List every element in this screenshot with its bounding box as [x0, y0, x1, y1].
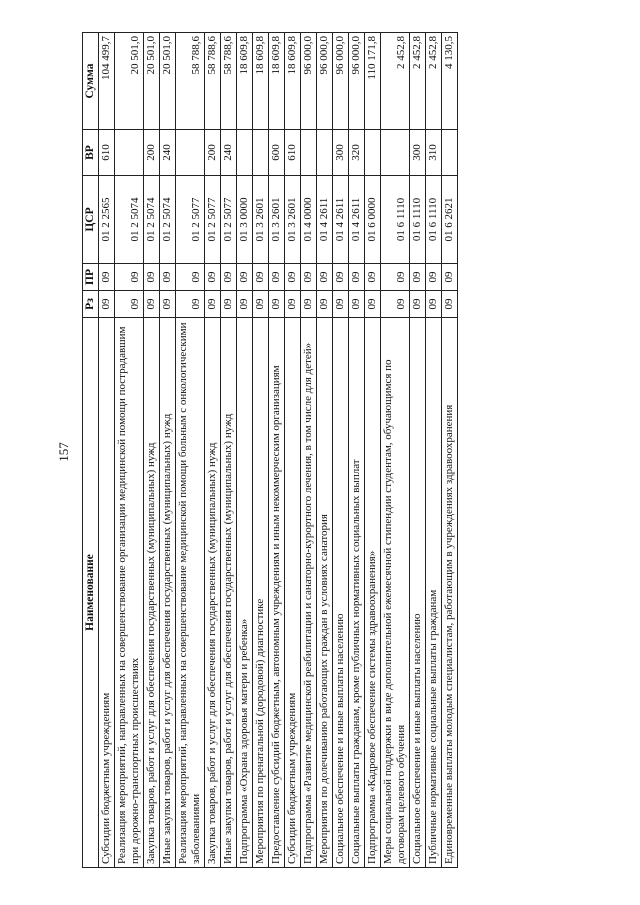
cell-sum: 96 000,0	[301, 33, 317, 130]
table-row	[301, 33, 317, 868]
cell-pr: 09	[205, 264, 221, 291]
cell-vr: 320	[349, 130, 365, 176]
cell-name: Реализация мероприятий, направленных на совершенствование организации медицинской помощи пострадавшим при дорожно-транспортных происшествиях	[115, 318, 144, 868]
cell-sum: 18 609,8	[253, 33, 269, 130]
table-row	[160, 33, 176, 868]
cell-vr: 200	[144, 130, 160, 176]
table-row	[442, 33, 458, 868]
table-row	[144, 33, 160, 868]
cell-pr: 09	[426, 264, 442, 291]
header-rz: Рз	[83, 291, 99, 318]
cell-sum: 96 000,0	[333, 33, 349, 130]
cell-sum: 4 130,5	[442, 33, 458, 130]
cell-sum: 96 000,0	[349, 33, 365, 130]
cell-sum: 58 788,6	[205, 33, 221, 130]
cell-pr: 09	[442, 264, 458, 291]
cell-sum: 110 171,8	[365, 33, 381, 130]
table-row	[333, 33, 349, 868]
table-body	[99, 33, 458, 868]
cell-sum: 58 788,6	[221, 33, 237, 130]
cell-pr: 09	[285, 264, 301, 291]
cell-sum: 20 501,0	[160, 33, 176, 130]
table-row	[115, 33, 144, 868]
cell-name: Единовременные выплаты молодым специалистам, работающим в учреждениях здравоохранения	[442, 318, 458, 868]
cell-csr: 01 4 0000	[301, 176, 317, 264]
budget-table	[82, 32, 458, 868]
cell-sum: 104 499,7	[99, 33, 115, 130]
cell-csr: 01 2 5074	[115, 176, 144, 264]
cell-pr: 09	[301, 264, 317, 291]
cell-csr: 01 4 2611	[349, 176, 365, 264]
cell-name: Социальные выплаты гражданам, кроме публичных нормативных социальных выплат	[349, 318, 365, 868]
cell-sum: 58 788,6	[176, 33, 205, 130]
header-sum: Сумма	[83, 33, 99, 130]
cell-name: Закупка товаров, работ и услуг для обеспечения государственных (муниципальных) нужд	[205, 318, 221, 868]
cell-name: Закупка товаров, работ и услуг для обеспечения государственных (муниципальных) нужд	[144, 318, 160, 868]
cell-vr	[442, 130, 458, 176]
cell-pr: 09	[349, 264, 365, 291]
cell-pr: 09	[253, 264, 269, 291]
cell-rz: 09	[426, 291, 442, 318]
cell-rz: 09	[237, 291, 253, 318]
cell-name: Иные закупки товаров, работ и услуг для обеспечения государственных (муниципальных) нужд	[160, 318, 176, 868]
table-row	[317, 33, 333, 868]
cell-name: Социальное обеспечение и иные выплаты населению	[333, 318, 349, 868]
cell-pr: 09	[160, 264, 176, 291]
cell-name: Подпрограмма «Охрана здоровья матери и ребенка»	[237, 318, 253, 868]
table-row	[269, 33, 285, 868]
table-row	[99, 33, 115, 868]
cell-pr: 09	[410, 264, 426, 291]
cell-name: Социальное обеспечение и иные выплаты населению	[410, 318, 426, 868]
cell-rz: 09	[410, 291, 426, 318]
cell-csr: 01 2 5077	[205, 176, 221, 264]
cell-vr	[115, 130, 144, 176]
cell-sum: 18 609,8	[285, 33, 301, 130]
table-row	[285, 33, 301, 868]
table-row	[253, 33, 269, 868]
cell-vr: 610	[99, 130, 115, 176]
cell-pr: 09	[365, 264, 381, 291]
header-pr: ПР	[83, 264, 99, 291]
cell-vr	[176, 130, 205, 176]
cell-sum: 96 000,0	[317, 33, 333, 130]
cell-pr: 09	[317, 264, 333, 291]
cell-sum: 2 452,8	[426, 33, 442, 130]
cell-rz: 09	[349, 291, 365, 318]
cell-sum: 18 609,8	[269, 33, 285, 130]
cell-rz: 09	[144, 291, 160, 318]
cell-csr: 01 2 5074	[160, 176, 176, 264]
cell-rz: 09	[221, 291, 237, 318]
cell-csr: 01 4 2611	[333, 176, 349, 264]
cell-sum: 20 501,0	[115, 33, 144, 130]
cell-rz: 09	[365, 291, 381, 318]
cell-name: Реализация мероприятий, направленных на совершенствование медицинской помощи больным с онкологическими заболеваниями	[176, 318, 205, 868]
cell-vr: 240	[221, 130, 237, 176]
table-header-row	[83, 33, 99, 868]
table-row	[176, 33, 205, 868]
table-row	[237, 33, 253, 868]
table-row	[381, 33, 410, 868]
cell-vr	[317, 130, 333, 176]
cell-name: Публичные нормативные социальные выплаты гражданам	[426, 318, 442, 868]
cell-vr: 600	[269, 130, 285, 176]
cell-vr: 300	[410, 130, 426, 176]
cell-csr: 01 2 5077	[176, 176, 205, 264]
cell-rz: 09	[317, 291, 333, 318]
cell-sum: 2 452,8	[410, 33, 426, 130]
rotated-table-container	[82, 33, 458, 868]
cell-vr	[301, 130, 317, 176]
cell-csr: 01 2 2565	[99, 176, 115, 264]
header-vr: ВР	[83, 130, 99, 176]
cell-pr: 09	[269, 264, 285, 291]
table-row	[221, 33, 237, 868]
cell-pr: 09	[381, 264, 410, 291]
cell-rz: 09	[269, 291, 285, 318]
cell-name: Иные закупки товаров, работ и услуг для обеспечения государственных (муниципальных) нужд	[221, 318, 237, 868]
table-row	[205, 33, 221, 868]
cell-rz: 09	[115, 291, 144, 318]
table-row	[349, 33, 365, 868]
cell-name: Меры социальной поддержки в виде дополнительной ежемесячной стипендии студентам, обучающимся по договорам целевого обучения	[381, 318, 410, 868]
page-number: 157	[56, 442, 71, 462]
cell-csr: 01 6 1110	[381, 176, 410, 264]
cell-csr: 01 3 2601	[285, 176, 301, 264]
table-row	[410, 33, 426, 868]
cell-csr: 01 6 1110	[410, 176, 426, 264]
cell-csr: 01 6 0000	[365, 176, 381, 264]
cell-pr: 09	[144, 264, 160, 291]
cell-rz: 09	[176, 291, 205, 318]
cell-vr: 300	[333, 130, 349, 176]
cell-rz: 09	[99, 291, 115, 318]
cell-csr: 01 2 5077	[221, 176, 237, 264]
cell-name: Мероприятия по долечиванию работающих граждан в условиях санатория	[317, 318, 333, 868]
cell-vr: 610	[285, 130, 301, 176]
table-row	[365, 33, 381, 868]
cell-rz: 09	[285, 291, 301, 318]
cell-vr	[253, 130, 269, 176]
cell-sum: 2 452,8	[381, 33, 410, 130]
cell-sum: 20 501,0	[144, 33, 160, 130]
cell-pr: 09	[237, 264, 253, 291]
cell-csr: 01 2 5074	[144, 176, 160, 264]
cell-csr: 01 6 1110	[426, 176, 442, 264]
cell-vr	[381, 130, 410, 176]
cell-pr: 09	[176, 264, 205, 291]
cell-vr: 310	[426, 130, 442, 176]
cell-csr: 01 3 0000	[237, 176, 253, 264]
cell-name: Подпрограмма «Кадровое обеспечение системы здравоохранения»	[365, 318, 381, 868]
cell-name: Предоставление субсидий бюджетным, автономным учреждениям и иным некоммерческим организациям	[269, 318, 285, 868]
cell-csr: 01 6 2621	[442, 176, 458, 264]
cell-name: Субсидии бюджетным учреждениям	[99, 318, 115, 868]
cell-sum: 18 609,8	[237, 33, 253, 130]
cell-rz: 09	[301, 291, 317, 318]
header-name: Наименование	[83, 318, 99, 868]
cell-name: Мероприятия по пренатальной (дородовой) диагностике	[253, 318, 269, 868]
cell-pr: 09	[115, 264, 144, 291]
cell-pr: 09	[99, 264, 115, 291]
cell-rz: 09	[333, 291, 349, 318]
cell-name: Подпрограмма «Развитие медицинской реабилитации и санаторно-курортного лечения, в том числе для детей»	[301, 318, 317, 868]
table-row	[426, 33, 442, 868]
cell-pr: 09	[333, 264, 349, 291]
cell-vr	[237, 130, 253, 176]
cell-vr	[365, 130, 381, 176]
cell-vr: 240	[160, 130, 176, 176]
cell-csr: 01 4 2611	[317, 176, 333, 264]
cell-pr: 09	[221, 264, 237, 291]
cell-rz: 09	[381, 291, 410, 318]
cell-rz: 09	[160, 291, 176, 318]
cell-rz: 09	[253, 291, 269, 318]
cell-csr: 01 3 2601	[269, 176, 285, 264]
header-csr: ЦСР	[83, 176, 99, 264]
cell-csr: 01 3 2601	[253, 176, 269, 264]
cell-vr: 200	[205, 130, 221, 176]
cell-name: Субсидии бюджетным учреждениям	[285, 318, 301, 868]
cell-rz: 09	[205, 291, 221, 318]
cell-rz: 09	[442, 291, 458, 318]
